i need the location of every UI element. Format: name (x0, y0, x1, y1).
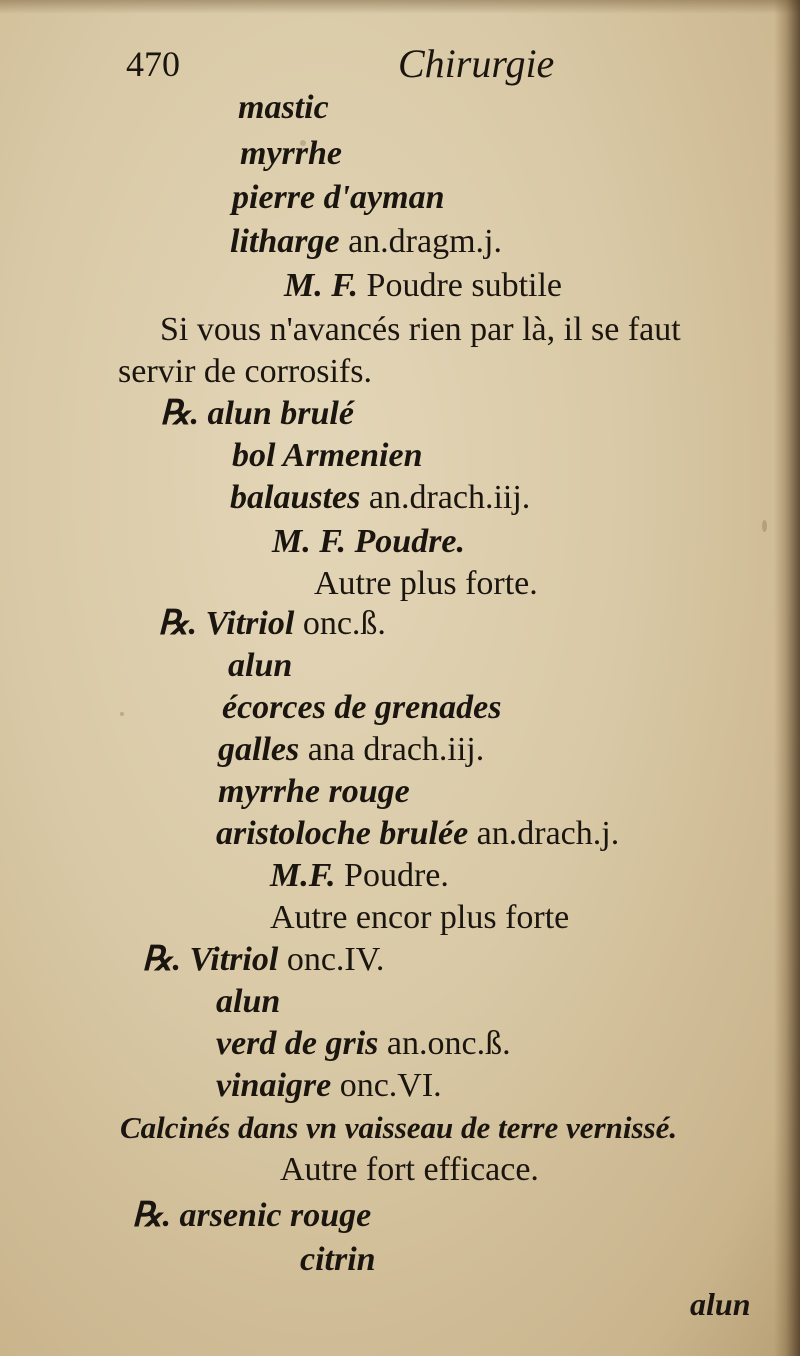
catchword: alun (690, 1286, 751, 1322)
roman-text: Poudre subtile (358, 267, 563, 304)
roman-text: an.onc.ß. (378, 1025, 511, 1062)
italic-text: citrin (300, 1241, 376, 1278)
text-line (216, 982, 280, 1022)
foxing-spot (120, 712, 124, 716)
italic-text: alun (228, 647, 293, 684)
text-line (270, 856, 449, 896)
roman-text: ana drach.iij. (299, 731, 485, 768)
text-line (218, 772, 410, 812)
recipe-symbol: ℞. (158, 605, 197, 642)
italic-text: bol Armenien (232, 437, 423, 474)
italic-text: alun (216, 983, 281, 1020)
italic-text: verd de gris (216, 1025, 379, 1062)
italic-text: pierre d'ayman (232, 179, 445, 216)
roman-text: onc.IV. (278, 941, 385, 978)
italic-text: mastic (238, 89, 329, 126)
roman-text: an.drach.j. (468, 815, 620, 852)
text-line (216, 814, 619, 854)
roman-text: an.drach.iij. (360, 479, 531, 516)
italic-text: alun brulé (198, 395, 354, 432)
text-line (284, 266, 562, 306)
text-line (158, 604, 386, 644)
text-line (216, 1024, 511, 1064)
italic-text: M. F. Poudre. (272, 523, 466, 560)
recipe-symbol: ℞. (160, 395, 199, 432)
roman-text: Autre encor plus forte (270, 899, 570, 936)
italic-text: écorces de grenades (222, 689, 502, 726)
foxing-spot (762, 520, 767, 532)
italic-text: myrrhe (240, 135, 342, 172)
page-edge-shadow-right (774, 0, 800, 1356)
text-line (216, 1066, 442, 1106)
text-line (238, 88, 329, 128)
page-edge-shadow-top (0, 0, 800, 14)
italic-text: galles (218, 731, 300, 768)
text-line (232, 436, 423, 476)
text-line (230, 222, 502, 262)
running-head: Chirurgie (398, 41, 555, 86)
italic-text: Calcinés dans vn vaisseau de terre vernissé. (120, 1110, 678, 1145)
roman-text: onc.VI. (331, 1067, 442, 1104)
text-line (160, 310, 681, 350)
italic-text: vinaigre (216, 1067, 332, 1104)
italic-text: M. F. (284, 267, 359, 304)
roman-text: Autre fort efficace. (280, 1151, 539, 1188)
text-line (270, 898, 569, 938)
text-line (230, 478, 530, 518)
italic-text: Vitriol (180, 941, 279, 978)
text-line (160, 394, 354, 434)
recipe-symbol: ℞. (142, 941, 181, 978)
italic-text: myrrhe rouge (218, 773, 410, 810)
roman-text: servir de corrosifs. (118, 353, 372, 390)
text-line (232, 178, 444, 218)
italic-text: aristoloche brulée (216, 815, 469, 852)
italic-text: balaustes (230, 479, 361, 516)
text-line (280, 1150, 539, 1190)
text-line (218, 730, 484, 770)
text-line (228, 646, 292, 686)
text-line (272, 522, 465, 562)
roman-text: Autre plus forte. (314, 565, 538, 602)
text-line (300, 1240, 376, 1280)
text-line (118, 352, 372, 392)
roman-text: Si vous n'avancés rien par là, il se faut (160, 311, 681, 348)
text-line (120, 1108, 677, 1148)
text-line (142, 940, 384, 980)
text-line (132, 1196, 371, 1236)
roman-text: an.dragm.j. (339, 223, 502, 260)
recipe-symbol: ℞. (132, 1197, 171, 1234)
roman-text: Poudre. (335, 857, 449, 894)
text-line (314, 564, 538, 604)
italic-text: Vitriol (196, 605, 295, 642)
italic-text: litharge (230, 223, 340, 260)
roman-text: onc.ß. (294, 605, 386, 642)
text-line (222, 688, 501, 728)
italic-text: arsenic rouge (170, 1197, 372, 1234)
page-number: 470 (126, 44, 180, 84)
italic-text: M.F. (270, 857, 336, 894)
text-line (240, 134, 342, 174)
